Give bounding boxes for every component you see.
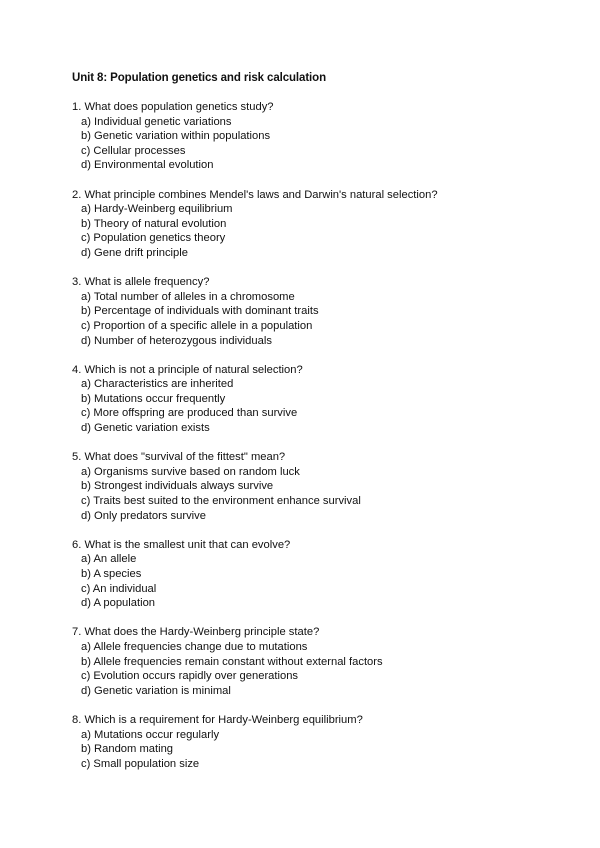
answer-option: c) An individual [81, 582, 157, 595]
answer-option: c) Proportion of a specific allele in a population [81, 319, 313, 332]
answer-option: a) Total number of alleles in a chromosome [81, 290, 295, 303]
question-text: 1. What does population genetics study? [72, 101, 274, 113]
answer-option: a) Hardy-Weinberg equilibrium [81, 203, 233, 216]
answer-option: d) A population [81, 597, 156, 610]
answer-option: b) Genetic variation within populations [81, 130, 271, 143]
question-4 [72, 363, 552, 436]
page-title: Unit 8: Population genetics and risk calculation [72, 72, 326, 84]
answer-option: b) A species [81, 568, 142, 580]
question-text: 5. What does "survival of the fittest" mean? [72, 451, 286, 464]
question-list [72, 100, 552, 786]
question-3 [72, 275, 552, 348]
answer-option: a) Organisms survive based on random luck [81, 465, 300, 478]
answer-option: c) Population genetics theory [81, 232, 226, 245]
question-7 [72, 625, 552, 698]
question-2 [72, 188, 552, 261]
answer-option: b) Allele frequencies remain constant without external factors [81, 655, 383, 668]
question-8 [72, 713, 552, 771]
question-text: 6. What is the smallest unit that can evolve? [72, 538, 291, 551]
answer-option: d) Genetic variation is minimal [81, 684, 231, 697]
answer-option: c) More offspring are produced than survive [81, 407, 298, 420]
answer-option: b) Random mating [81, 743, 174, 756]
answer-option: d) Only predators survive [81, 509, 206, 522]
question-text: 3. What is allele frequency? [72, 276, 210, 289]
question-1 [72, 100, 552, 173]
question-6 [72, 538, 552, 611]
answer-option: b) Mutations occur frequently [81, 392, 226, 405]
question-text: 8. Which is a requirement for Hardy-Weinberg equilibrium? [72, 713, 363, 726]
answer-option: d) Number of heterozygous individuals [81, 334, 272, 347]
answer-option: c) Cellular processes [81, 144, 186, 157]
answer-option: d) Gene drift principle [81, 246, 188, 259]
question-text: 4. Which is not a principle of natural selection? [72, 363, 303, 376]
answer-option: d) Environmental evolution [81, 159, 214, 172]
answer-option: a) Allele frequencies change due to mutations [81, 640, 308, 653]
answer-option: a) Characteristics are inherited [81, 378, 234, 391]
question-text: 7. What does the Hardy-Weinberg principle state? [72, 626, 320, 639]
answer-option: b) Strongest individuals always survive [81, 480, 274, 493]
answer-option: a) Individual genetic variations [81, 115, 232, 128]
question-text: 2. What principle combines Mendel's laws and Darwin's natural selection? [72, 188, 438, 201]
answer-option: d) Genetic variation exists [81, 422, 210, 435]
answer-option: a) Mutations occur regularly [81, 728, 220, 741]
answer-option: a) An allele [81, 553, 137, 566]
answer-option: b) Theory of natural evolution [81, 217, 227, 230]
answer-option: c) Traits best suited to the environment enhance survival [81, 495, 361, 508]
answer-option: c) Small population size [81, 757, 200, 770]
question-5 [72, 450, 552, 523]
answer-option: b) Percentage of individuals with dominant traits [81, 305, 319, 318]
answer-option: c) Evolution occurs rapidly over generations [81, 670, 299, 683]
